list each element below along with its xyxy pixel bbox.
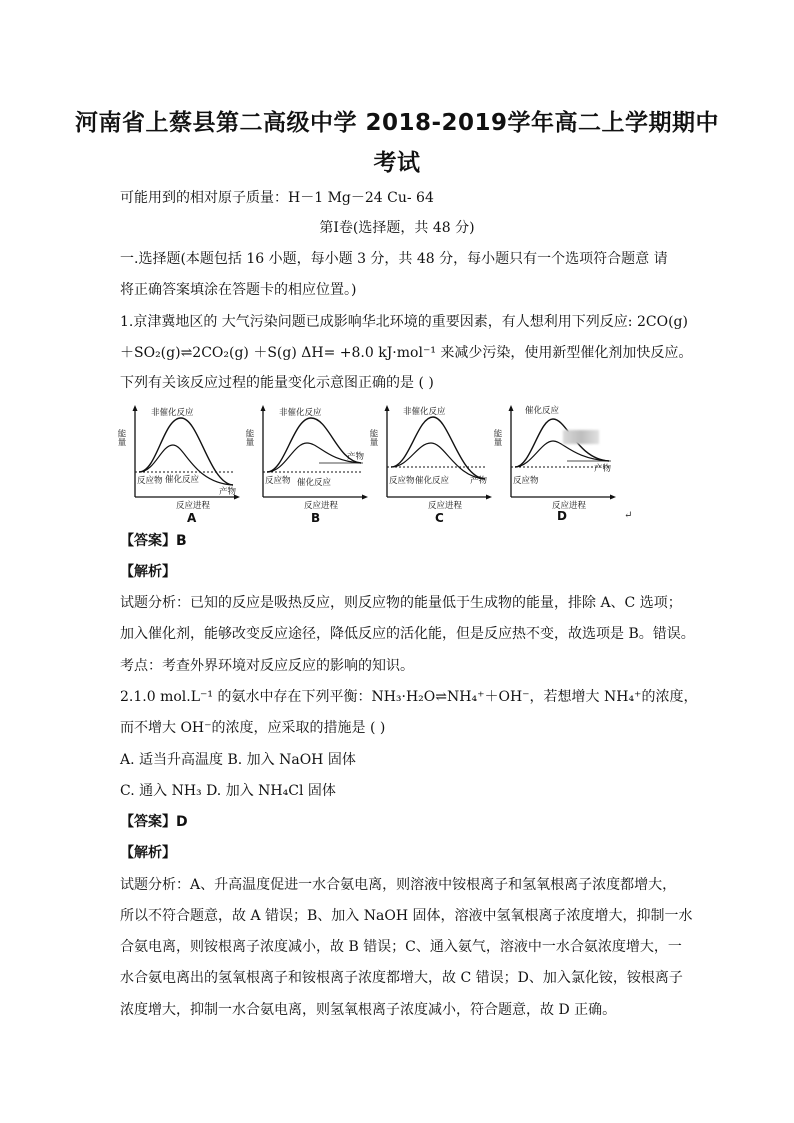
atomic-mass-note: 可能用到的相对原子质量：H－1 Mg－24 Cu- 64	[120, 190, 434, 206]
energy-diagrams-figure	[116, 403, 621, 525]
scan-smudge	[563, 430, 599, 444]
diagram-d-cat-label: 催化反应	[525, 406, 560, 416]
q2-stem-line1: 2.1.0 mol.L⁻¹ 的氨水中存在下列平衡：NH₃·H₂O⇌NH₄⁺＋OH⁻，若想增大 NH₄⁺的浓度，	[120, 689, 698, 705]
q2-analysis-line4: 水合氨电离出的氢氧根离子和铵根离子浓度都增大，故 C 错误；D、加入氯化铵，铵根离子	[120, 970, 683, 986]
q1-analysis-line2: 加入催化剂，能够改变反应途径，降低反应的活化能，但是反应热不变，故选项是 B。错误。	[120, 626, 695, 642]
diagram-d-y-label: 能量	[492, 429, 502, 446]
diagram-panel-a	[116, 403, 241, 525]
diagram-a-letter: A	[187, 511, 197, 525]
diagram-c-y-label: 能量	[368, 429, 378, 446]
diagram-a-product-label: 产物	[219, 487, 237, 497]
diagram-d-product-label: 产物	[594, 464, 612, 474]
q1-analysis-line1: 试题分析：已知的反应是吸热反应，则反应物的能量低于生成物的能量，排除 A、C 选项；	[120, 595, 682, 611]
diagram-b-reactant-label: 反应物	[265, 476, 291, 486]
q2-analysis-heading: 【解析】	[120, 845, 176, 861]
section-instruction-2: 将正确答案填涂在答题卡的相应位置。)	[120, 282, 357, 298]
diagram-c-x-label: 反应进程	[428, 501, 463, 511]
volume-heading: 第Ⅰ卷(选择题，共 48 分)	[319, 220, 475, 236]
diagram-b-uncat-label: 非催化反应	[279, 408, 322, 418]
diagram-c-product-label: 产物	[470, 476, 488, 486]
q1-answer: 【答案】B	[120, 533, 187, 549]
q2-options-cd: C. 通入 NH₃ D. 加入 NH₄Cl 固体	[120, 783, 336, 799]
diagram-d-reactant-label: 反应物	[513, 476, 539, 486]
diagram-c-cat-label: 催化反应	[415, 476, 450, 486]
diagram-b-x-label: 反应进程	[304, 501, 339, 511]
diagram-panel-d	[492, 403, 617, 525]
diagram-d-x-label: 反应进程	[552, 501, 587, 511]
q2-stem-line2: 而不增大 OH⁻的浓度，应采取的措施是 ( )	[120, 720, 386, 736]
q2-analysis-line2: 所以不符合题意，故 A 错误；B、加入 NaOH 固体，溶液中氢氧根离子浓度增大，抑制一水	[120, 908, 693, 924]
diagram-a-reactant-label: 反应物	[137, 476, 163, 486]
q1-stem-line2: ＋SO₂(g)⇌2CO₂(g) ＋S(g) ΔH= +8.0 kJ·mol⁻¹ 来减少污染，使用新型催化剂加快反应。	[120, 345, 693, 361]
diagram-panel-c	[368, 403, 493, 525]
diagram-a-uncat-label: 非催化反应	[151, 408, 194, 418]
diagram-d-letter: D	[557, 509, 567, 523]
diagram-b-cat-label: 催化反应	[297, 478, 332, 488]
q2-analysis-line5: 浓度增大，抑制一水合氨电离，则氢氧根离子浓度减小，符合题意，故 D 正确。	[120, 1002, 617, 1018]
q1-analysis-line3: 考点：考查外界环境对反应反应的影响的知识。	[120, 658, 414, 674]
diagram-panel-b	[244, 403, 369, 525]
q2-answer: 【答案】D	[120, 814, 188, 830]
q2-analysis-line1: 试题分析：A、升高温度促进一水合氨电离，则溶液中铵根离子和氢氧根离子浓度都增大，	[120, 877, 677, 893]
q1-analysis-heading: 【解析】	[120, 564, 176, 580]
diagram-a-y-label: 能量	[116, 429, 126, 446]
diagram-a-cat-label: 催化反应	[165, 475, 200, 485]
return-mark-icon: ↵	[624, 510, 633, 521]
q2-options-ab: A. 适当升高温度 B. 加入 NaOH 固体	[120, 752, 356, 768]
q1-stem-line3: 下列有关该反应过程的能量变化示意图正确的是 ( )	[120, 375, 434, 391]
diagram-c-reactant-label: 反应物	[389, 476, 415, 486]
diagram-b-letter: B	[311, 511, 321, 525]
diagram-b-y-label: 能量	[244, 429, 254, 446]
diagram-b-product-label: 产物	[347, 452, 365, 462]
q1-stem-line1: 1.京津冀地区的 大气污染问题已成影响华北环境的重要因素，有人想利用下列反应: 2CO(g)	[120, 314, 688, 330]
diagram-a-x-label: 反应进程	[176, 501, 211, 511]
section-instruction-1: 一.选择题(本题包括 16 小题，每小题 3 分，共 48 分，每小题只有一个选项符合题意 请	[120, 251, 668, 267]
diagram-c-uncat-label: 非催化反应	[403, 407, 446, 417]
page-title-line2: 考试	[373, 150, 421, 176]
page-title-line1: 河南省上蔡县第二高级中学 2018-2019学年高二上学期期中	[74, 110, 720, 136]
q2-analysis-line3: 合氨电离，则铵根离子浓度减小，故 B 错误；C、通入氨气，溶液中一水合氨浓度增大，一	[120, 939, 682, 955]
diagram-c-letter: C	[435, 511, 444, 525]
